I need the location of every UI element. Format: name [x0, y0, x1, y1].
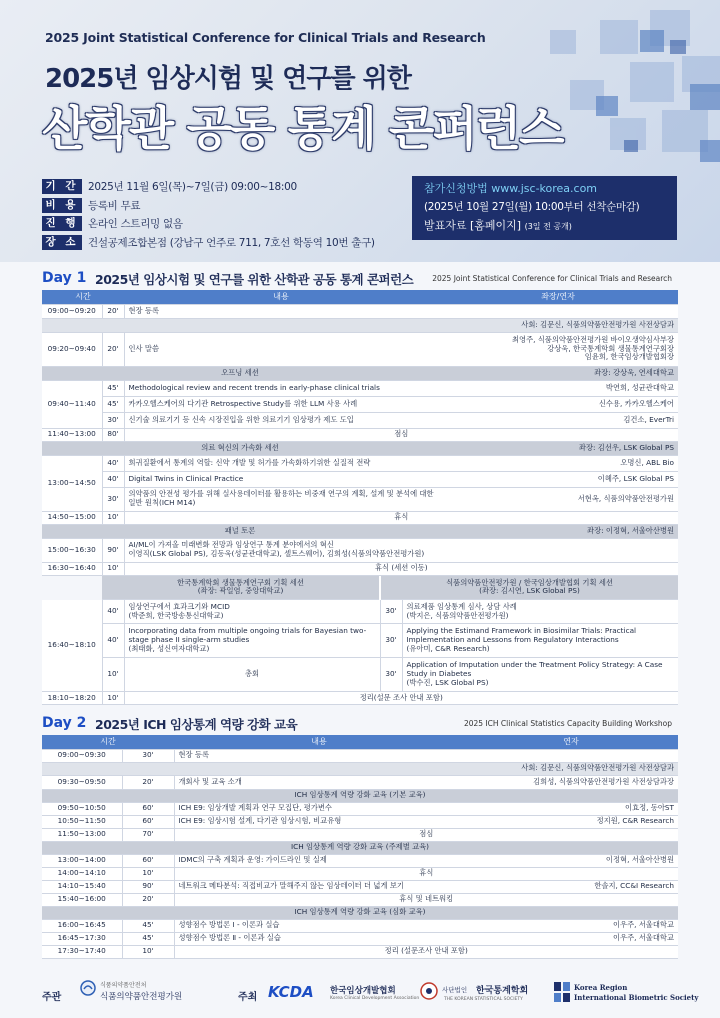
materials-note — [424, 217, 665, 233]
split-spacer — [42, 576, 102, 600]
row-time: 09:30~09:50 — [42, 775, 122, 789]
split-header — [42, 576, 678, 600]
row-duration: 30' — [102, 412, 124, 428]
panel-topic: AI/ML이 가져올 미래변화 전망과 임상연구 통계 분야에서의 혁신 — [128, 540, 334, 550]
section-row — [42, 906, 678, 919]
hero-banner — [0, 0, 720, 262]
right-talk: Applying the Estimand Framework in Biosimilar Trials: Practical Implementation and Lessons from Regulatory Interactions (유아미, C&R Research) — [402, 624, 678, 658]
moderator: 사회: 김문신, 식품의약품안전평가원 사전상담과 — [42, 318, 678, 332]
split-left-title: 한국통계학회 생물통계연구회 기획 세션 — [177, 577, 304, 587]
table-row — [42, 428, 678, 441]
row-time: 09:00~09:20 — [42, 304, 102, 318]
table-row — [42, 624, 678, 658]
table-row — [42, 815, 678, 828]
split-left-chair: (좌장: 곽일염, 중앙대학교) — [197, 586, 284, 596]
section-title: ICH 임상통계 역량 강화 교육 (주제별 교육) — [42, 841, 678, 854]
row-duration: 30' — [122, 749, 174, 762]
row-duration: 45' — [102, 396, 124, 412]
day1-header — [42, 268, 678, 290]
split-left-header — [102, 576, 380, 600]
row-time: 09:50~10:50 — [42, 802, 122, 815]
row-duration: 45' — [102, 380, 124, 396]
moderator: 사회: 김문신, 식품의약품안전평가원 사전상담과 — [42, 762, 678, 775]
row-content: ICH E9: 임상시험 설계, 다기관 임상시험, 비교유형 — [174, 815, 464, 828]
row-speaker: 서현옥, 식품의약품안전평가원 — [438, 487, 678, 511]
row-speakers — [438, 332, 678, 366]
row-time: 16:00~16:45 — [42, 919, 122, 932]
day1-title: 2025년 임상시험 및 연구를 위한 산학관 공동 통계 콘퍼런스 — [95, 272, 414, 287]
table-row — [42, 802, 678, 815]
row-duration: 30' — [102, 487, 124, 511]
table-row — [42, 396, 678, 412]
row-content: 정리 (설문조사 안내 포함) — [174, 945, 678, 958]
row-time: 11:40~13:00 — [42, 428, 102, 441]
panelists: 이영직(LSK Global PS), 김동욱(성균관대학교), 셀트스웨어), 김희성(식품의약품안전평가원) — [128, 549, 425, 558]
row-speaker: 박연희, 성균관대학교 — [438, 380, 678, 396]
row-speaker: 정지원, C&R Research — [464, 815, 678, 828]
row-duration: 30' — [380, 658, 402, 692]
table-row — [42, 692, 678, 705]
speaker: 임윤희, 한국임상개발협회장 — [584, 352, 674, 362]
title-line-2: 산학관 공동 통계 콘퍼런스 — [42, 102, 563, 157]
day2-title: 2025년 ICH 임상통계 역량 강화 교육 — [95, 717, 298, 732]
row-duration: 70' — [122, 828, 174, 841]
speaker: 최영주, 식품의약품안전평가원 바이오생약심사부장 — [511, 334, 674, 344]
table-row — [42, 828, 678, 841]
row-time: 16:40~18:10 — [42, 600, 102, 692]
day2-table — [42, 735, 678, 959]
table-header — [42, 735, 678, 749]
row-content: 의약품의 안전성 평가를 위해 실사용데이터를 활용하는 비중재 연구의 계획, 설계 및 분석에 대한 일반 원칙(ICH M14) — [124, 487, 438, 511]
row-speaker: 한솔지, CC&I Research — [464, 880, 678, 893]
left-talk: 임상연구에서 효과크기와 MCID (박준희, 한국방송통신대학교) — [124, 600, 380, 624]
row-speaker: 오명신, ABL Bio — [438, 455, 678, 471]
row-speaker: 김건소, EverTri — [438, 412, 678, 428]
info-row-format — [42, 215, 375, 232]
section-row — [42, 524, 678, 538]
info-key: 기 간 — [42, 179, 82, 194]
split-right-title: 식품의약품안전평가원 / 한국임상개발협회 기획 세션 — [446, 577, 613, 587]
row-duration: 90' — [122, 880, 174, 893]
row-duration: 10' — [102, 511, 124, 524]
host-label: 주최 — [238, 992, 258, 1003]
row-duration: 10' — [102, 692, 124, 705]
day2-en-title: 2025 ICH Clinical Statistics Capacity Building Workshop — [463, 719, 672, 728]
row-content: Digital Twins in Clinical Practice — [124, 471, 438, 487]
ibs-region: Korea Region — [574, 983, 628, 992]
row-duration: 20' — [102, 304, 124, 318]
left-talk: 총회 — [124, 658, 380, 692]
row-content: 현장 등록 — [174, 749, 678, 762]
row-duration: 20' — [122, 775, 174, 789]
day1-table — [42, 290, 678, 576]
section-title: 의료 혁신의 가속화 세션 — [42, 441, 438, 455]
kss-name: 한국통계학회 — [476, 986, 529, 996]
ibs-logo-icon — [554, 982, 570, 1002]
row-content: 희귀질환에서 통계의 역할: 신약 개발 및 허가를 가속화하기위한 실질적 전략 — [124, 455, 438, 471]
row-content: 네트워크 메타분석: 직접비교가 말해주지 않는 임상데이터 더 넓게 보기 — [174, 880, 464, 893]
split-right-chair: (좌장: 김시연, LSK Global PS) — [479, 586, 580, 596]
row-time: 18:10~18:20 — [42, 692, 102, 705]
info-value: 건설공제조합본점 (강남구 언주로 711, 7호선 학동역 10번 출구) — [88, 236, 375, 249]
row-speaker: 이우주, 서울대학교 — [464, 932, 678, 945]
col-speaker: 연자 — [464, 735, 678, 749]
table-row — [42, 412, 678, 428]
title-line-1: 2025년 임상시험 및 연구를 위한 — [45, 64, 411, 94]
footer — [0, 968, 720, 1018]
table-row — [42, 471, 678, 487]
section-row — [42, 366, 678, 380]
table-row — [42, 332, 678, 366]
row-speaker: 이정혁, 서울아산병원 — [464, 854, 678, 867]
row-content: 휴식 — [174, 867, 678, 880]
row-time: 13:00~14:50 — [42, 455, 102, 511]
table-row — [42, 511, 678, 524]
col-time: 시간 — [42, 290, 124, 304]
kcda-name: 한국임상개발협회 — [330, 986, 396, 996]
row-content: 점심 — [174, 828, 678, 841]
row-content: 현장 등록 — [124, 304, 678, 318]
right-talk: Application of Imputation under the Treatment Policy Strategy: A Case Study in Diabetes (박수진, LSK Global PS) — [402, 658, 678, 692]
row-duration: 10' — [122, 867, 174, 880]
row-content: 신기술 의료기기 등 신속 시장진입을 위한 의료기기 임상평가 제도 도입 — [124, 412, 438, 428]
table-row — [42, 487, 678, 511]
table-row — [42, 880, 678, 893]
section-title: 오프닝 세션 — [42, 366, 438, 380]
info-row-venue — [42, 234, 375, 251]
row-time: 15:40~16:00 — [42, 893, 122, 906]
moderator-row — [42, 762, 678, 775]
col-content: 내용 — [124, 290, 438, 304]
ibs-name: International Biometric Society — [574, 993, 699, 1002]
row-speaker: 이효정, 동아ST — [464, 802, 678, 815]
table-row — [42, 562, 678, 575]
table-row — [42, 775, 678, 789]
row-content: IDMC의 구축 계획과 운영: 가이드라인 및 실제 — [174, 854, 464, 867]
table-row — [42, 867, 678, 880]
materials-link[interactable]: 발표자료 [홈페이지] — [424, 219, 522, 232]
section-chair: 좌장: 김선우, LSK Global PS — [438, 441, 678, 455]
row-duration: 45' — [122, 932, 174, 945]
organizer-label: 주관 — [42, 992, 62, 1003]
day1-label: Day 1 — [42, 270, 87, 286]
day2-section — [42, 713, 678, 959]
left-talk: Incorporating data from multiple ongoing trials for Bayesian two-stage phase II single-arm studies (최태화, 성신여자대학교) — [124, 624, 380, 658]
table-row — [42, 304, 678, 318]
kss-prefix: 사단법인 — [442, 986, 468, 994]
col-time: 시간 — [42, 735, 174, 749]
row-duration: 10' — [122, 945, 174, 958]
table-row — [42, 600, 678, 624]
row-duration: 45' — [122, 919, 174, 932]
row-duration: 20' — [122, 893, 174, 906]
row-time: 10:50~11:50 — [42, 815, 122, 828]
split-right-header — [380, 576, 678, 600]
col-content: 내용 — [174, 735, 464, 749]
section-chair: 좌장: 강상욱, 연세대학교 — [438, 366, 678, 380]
table-row — [42, 749, 678, 762]
row-content: ICH E9: 임상개발 계획과 연구 모집단, 평가변수 — [174, 802, 464, 815]
row-content: 성향점수 방법론 Ⅰ - 이론과 실습 — [174, 919, 464, 932]
info-key: 비 용 — [42, 198, 82, 213]
registration-box — [412, 176, 677, 240]
row-content: 개회사 및 교육 소개 — [174, 775, 464, 789]
materials-note-detail: (3일 전 공개) — [524, 222, 572, 231]
info-key: 장 소 — [42, 235, 82, 250]
row-speaker: 신수용, 카카오헬스케어 — [438, 396, 678, 412]
table-row — [42, 945, 678, 958]
row-speaker: 이우주, 서울대학교 — [464, 919, 678, 932]
info-value: 온라인 스트리밍 없음 — [88, 218, 183, 230]
section-title: ICH 임상통계 역량 강화 교육 (심화 교육) — [42, 906, 678, 919]
table-row — [42, 658, 678, 692]
info-key: 진 행 — [42, 216, 82, 231]
row-duration: 60' — [122, 815, 174, 828]
info-row-cost — [42, 197, 375, 214]
row-content: 정리(설문 조사 안내 포함) — [124, 692, 678, 705]
row-time: 09:00~09:30 — [42, 749, 122, 762]
table-row — [42, 932, 678, 945]
row-content: 휴식 (세션 이동) — [124, 562, 678, 575]
row-time: 13:00~14:00 — [42, 854, 122, 867]
row-duration: 10' — [102, 562, 124, 575]
moderator-row — [42, 318, 678, 332]
kss-logo-icon — [420, 982, 438, 1000]
section-chair: 좌장: 이정혁, 서울아산병원 — [438, 524, 678, 538]
conference-en-title: 2025 Joint Statistical Conference for Clinical Trials and Research — [45, 30, 486, 45]
row-time: 09:40~11:40 — [42, 380, 102, 428]
day2-label: Day 2 — [42, 715, 87, 731]
table-header — [42, 290, 678, 304]
row-duration: 40' — [102, 471, 124, 487]
section-title: ICH 임상통계 역량 강화 교육 (기본 교육) — [42, 789, 678, 802]
row-speaker: 이혜주, LSK Global PS — [438, 471, 678, 487]
row-content: 휴식 — [124, 511, 678, 524]
info-value: 2025년 11월 6일(목)~7일(금) 09:00~18:00 — [88, 181, 297, 193]
row-content: Methodological review and recent trends in early-phase clinical trials — [124, 380, 438, 396]
day1-split-table — [42, 576, 678, 706]
row-duration: 30' — [380, 624, 402, 658]
row-time: 15:00~16:30 — [42, 538, 102, 562]
row-duration: 40' — [102, 624, 124, 658]
row-duration: 40' — [102, 600, 124, 624]
day1-en-title: 2025 Joint Statistical Conference for Clinical Trials and Research — [432, 274, 672, 283]
row-duration: 60' — [122, 854, 174, 867]
table-row — [42, 854, 678, 867]
row-time: 17:30~17:40 — [42, 945, 122, 958]
col-chair: 좌장/연자 — [438, 290, 678, 304]
info-row-period — [42, 178, 375, 195]
section-row — [42, 789, 678, 802]
row-duration: 80' — [102, 428, 124, 441]
section-row — [42, 441, 678, 455]
table-row — [42, 919, 678, 932]
row-time: 11:50~13:00 — [42, 828, 122, 841]
row-duration: 90' — [102, 538, 124, 562]
row-duration: 30' — [380, 600, 402, 624]
row-content: 성향점수 방법론 Ⅱ - 이론과 실습 — [174, 932, 464, 945]
row-time: 14:50~15:00 — [42, 511, 102, 524]
kcda-logo: KCDA — [268, 983, 314, 1001]
right-talk: 의료제품 임상통계 심사, 상담 사례 (박지은, 식품의약품안전평가원) — [402, 600, 678, 624]
row-duration: 20' — [102, 332, 124, 366]
row-time: 09:20~09:40 — [42, 332, 102, 366]
row-time: 16:30~16:40 — [42, 562, 102, 575]
mfds-logo-icon — [80, 980, 96, 996]
table-row — [42, 380, 678, 396]
day2-header — [42, 713, 678, 735]
row-content: 점심 — [124, 428, 678, 441]
row-speaker: 김희성, 식품의약품안전평가원 사전상담과장 — [464, 775, 678, 789]
row-content: 휴식 및 네트워킹 — [174, 893, 678, 906]
event-info — [42, 178, 375, 252]
kss-en: THE KOREAN STATISTICAL SOCIETY — [444, 997, 523, 1002]
kcda-en: Korea Clinical Development Association — [330, 996, 420, 1001]
organizer-name: 식품의약품안전평가원 — [100, 992, 183, 1002]
table-row — [42, 893, 678, 906]
row-content: 인사 말씀 — [124, 332, 438, 366]
section-row — [42, 841, 678, 854]
organizer-parent: 식품의약품안전처 — [100, 982, 147, 989]
registration-deadline: (2025년 10월 27일(월) 10:00부터 선착순마감) — [424, 201, 640, 213]
row-time: 16:45~17:30 — [42, 932, 122, 945]
info-value: 등록비 무료 — [88, 199, 141, 212]
row-time: 14:00~14:10 — [42, 867, 122, 880]
row-duration: 60' — [122, 802, 174, 815]
section-title: 패널 토론 — [42, 524, 438, 538]
table-row — [42, 538, 678, 562]
row-time: 14:10~15:40 — [42, 880, 122, 893]
table-row — [42, 455, 678, 471]
row-duration: 10' — [102, 658, 124, 692]
speaker: 강상욱, 한국통계학회 생물통계연구회장 — [547, 343, 674, 353]
row-content: 카카오헬스케어의 다기관 Retrospective Study를 위한 LLM 사용 사례 — [124, 396, 438, 412]
row-duration: 40' — [102, 455, 124, 471]
registration-link[interactable]: 참가신청방법 www.jsc-korea.com — [424, 182, 598, 195]
row-content — [124, 538, 678, 562]
day1-section — [42, 268, 678, 705]
